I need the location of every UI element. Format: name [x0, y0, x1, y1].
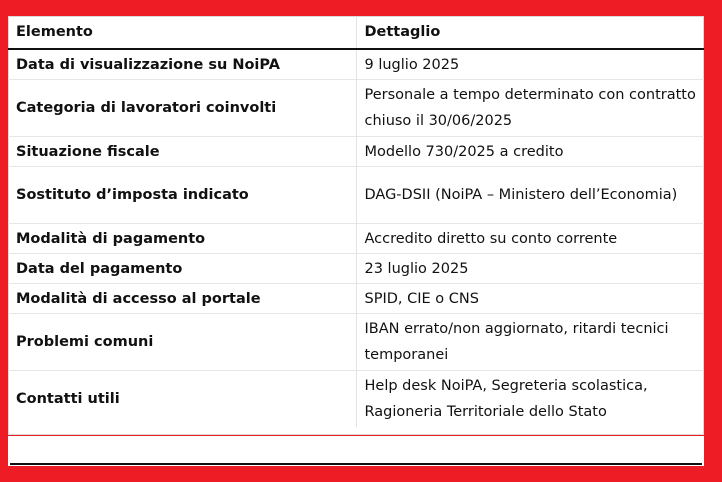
row-key: Sostituto d’imposta indicato: [8, 167, 356, 224]
row-key: Contatti utili: [8, 371, 356, 428]
table-row: [8, 49, 704, 80]
row-key: Problemi comuni: [8, 314, 356, 371]
row-value: DAG-DSII (NoiPA – Ministero dell’Economia): [356, 167, 704, 224]
table-row: [8, 284, 704, 314]
row-value: 9 luglio 2025: [356, 49, 704, 80]
row-value: Modello 730/2025 a credito: [356, 137, 704, 167]
footer-divider: [10, 463, 702, 465]
row-key: Modalità di accesso al portale: [8, 284, 356, 314]
row-value: Help desk NoiPA, Segreteria scolastica, Ragioneria Territoriale dello Stato: [356, 371, 704, 428]
row-key: Situazione fiscale: [8, 137, 356, 167]
row-value: SPID, CIE o CNS: [356, 284, 704, 314]
row-key: Categoria di lavoratori coinvolti: [8, 80, 356, 137]
table-row: [8, 254, 704, 284]
row-value: IBAN errato/non aggiornato, ritardi tecnici temporanei: [356, 314, 704, 371]
footer-area: [8, 436, 704, 466]
column-header-elemento: Elemento: [8, 16, 356, 49]
row-value: Personale a tempo determinato con contratto chiuso il 30/06/2025: [356, 80, 704, 137]
table-row: [8, 224, 704, 254]
row-key: Data del pagamento: [8, 254, 356, 284]
row-key: Modalità di pagamento: [8, 224, 356, 254]
table-row: [8, 137, 704, 167]
table-row: [8, 167, 704, 224]
row-key: Data di visualizzazione su NoiPA: [8, 49, 356, 80]
table-row: [8, 80, 704, 137]
row-value: Accredito diretto su conto corrente: [356, 224, 704, 254]
info-card: [8, 16, 704, 435]
table-row: [8, 371, 704, 428]
table-header-row: [8, 16, 704, 49]
table-row: [8, 314, 704, 371]
details-table: [8, 16, 704, 427]
row-value: 23 luglio 2025: [356, 254, 704, 284]
column-header-dettaglio: Dettaglio: [364, 24, 441, 40]
